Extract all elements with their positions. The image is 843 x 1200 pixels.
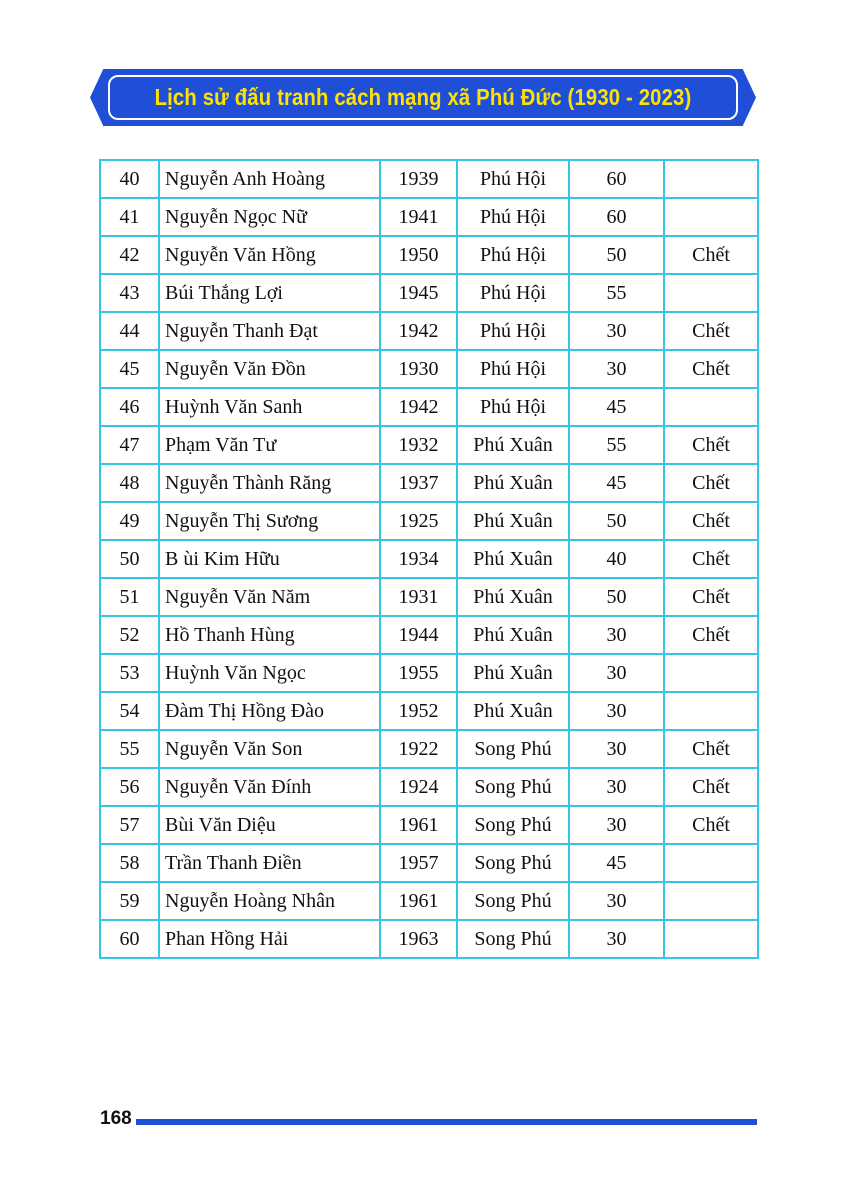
table-row	[100, 768, 758, 806]
cell-birth-year: 1963	[380, 920, 457, 958]
cell-score: 30	[569, 312, 664, 350]
cell-score: 30	[569, 616, 664, 654]
cell-status: Chết	[664, 236, 758, 274]
cell-hamlet: Phú Hội	[457, 160, 569, 198]
cell-name: Nguyễn Văn Son	[159, 730, 380, 768]
cell-status: Chết	[664, 578, 758, 616]
cell-index: 48	[100, 464, 159, 502]
cell-hamlet: Song Phú	[457, 806, 569, 844]
records-table-body	[100, 160, 758, 958]
table-row	[100, 806, 758, 844]
cell-score: 30	[569, 768, 664, 806]
page-title: Lịch sử đấu tranh cách mạng xã Phú Đức (1930 - 2023)	[154, 84, 692, 110]
table-row	[100, 920, 758, 958]
cell-status	[664, 198, 758, 236]
cell-birth-year: 1942	[380, 312, 457, 350]
cell-hamlet: Phú Hội	[457, 236, 569, 274]
cell-birth-year: 1930	[380, 350, 457, 388]
title-banner-frame	[108, 75, 738, 120]
cell-score: 45	[569, 464, 664, 502]
cell-score: 30	[569, 350, 664, 388]
cell-name: Huỳnh Văn Sanh	[159, 388, 380, 426]
cell-index: 47	[100, 426, 159, 464]
cell-index: 44	[100, 312, 159, 350]
cell-name: Đàm Thị Hồng Đào	[159, 692, 380, 730]
cell-index: 56	[100, 768, 159, 806]
table-row	[100, 426, 758, 464]
cell-birth-year: 1925	[380, 502, 457, 540]
cell-index: 49	[100, 502, 159, 540]
cell-birth-year: 1937	[380, 464, 457, 502]
cell-index: 42	[100, 236, 159, 274]
cell-hamlet: Phú Xuân	[457, 578, 569, 616]
cell-score: 55	[569, 426, 664, 464]
cell-hamlet: Phú Hội	[457, 198, 569, 236]
cell-status: Chết	[664, 768, 758, 806]
cell-birth-year: 1950	[380, 236, 457, 274]
cell-hamlet: Phú Xuân	[457, 502, 569, 540]
cell-name: Nguyễn Anh Hoàng	[159, 160, 380, 198]
cell-index: 40	[100, 160, 159, 198]
cell-birth-year: 1934	[380, 540, 457, 578]
table-row	[100, 388, 758, 426]
cell-hamlet: Song Phú	[457, 882, 569, 920]
table-row	[100, 578, 758, 616]
cell-index: 60	[100, 920, 159, 958]
cell-index: 52	[100, 616, 159, 654]
table-row	[100, 198, 758, 236]
cell-name: B ùi Kim Hữu	[159, 540, 380, 578]
cell-hamlet: Phú Xuân	[457, 616, 569, 654]
cell-status: Chết	[664, 312, 758, 350]
cell-index: 53	[100, 654, 159, 692]
cell-status	[664, 388, 758, 426]
cell-score: 30	[569, 920, 664, 958]
cell-score: 30	[569, 692, 664, 730]
table-row	[100, 236, 758, 274]
cell-birth-year: 1944	[380, 616, 457, 654]
cell-score: 30	[569, 654, 664, 692]
cell-name: Nguyễn Thành Răng	[159, 464, 380, 502]
cell-birth-year: 1945	[380, 274, 457, 312]
cell-birth-year: 1941	[380, 198, 457, 236]
cell-hamlet: Phú Xuân	[457, 692, 569, 730]
cell-birth-year: 1922	[380, 730, 457, 768]
cell-name: Nguyễn Ngọc Nữ	[159, 198, 380, 236]
cell-status: Chết	[664, 540, 758, 578]
cell-name: Nguyễn Văn Hồng	[159, 236, 380, 274]
table-row	[100, 844, 758, 882]
cell-hamlet: Phú Hội	[457, 274, 569, 312]
cell-hamlet: Phú Xuân	[457, 540, 569, 578]
cell-name: Nguyễn Văn Đính	[159, 768, 380, 806]
cell-status: Chết	[664, 806, 758, 844]
cell-hamlet: Phú Xuân	[457, 464, 569, 502]
cell-score: 30	[569, 806, 664, 844]
cell-status	[664, 882, 758, 920]
cell-status: Chết	[664, 730, 758, 768]
cell-status	[664, 274, 758, 312]
cell-status	[664, 920, 758, 958]
page-number: 168	[100, 1108, 132, 1129]
table-row	[100, 464, 758, 502]
cell-status: Chết	[664, 350, 758, 388]
cell-hamlet: Phú Hội	[457, 312, 569, 350]
cell-birth-year: 1939	[380, 160, 457, 198]
cell-name: Bùi Văn Diệu	[159, 806, 380, 844]
cell-index: 55	[100, 730, 159, 768]
table-row	[100, 654, 758, 692]
records-table-container	[99, 159, 759, 959]
cell-status	[664, 160, 758, 198]
cell-status: Chết	[664, 502, 758, 540]
cell-birth-year: 1924	[380, 768, 457, 806]
cell-status: Chết	[664, 616, 758, 654]
cell-hamlet: Song Phú	[457, 730, 569, 768]
cell-birth-year: 1961	[380, 806, 457, 844]
cell-index: 46	[100, 388, 159, 426]
cell-score: 50	[569, 236, 664, 274]
cell-index: 41	[100, 198, 159, 236]
cell-index: 59	[100, 882, 159, 920]
table-row	[100, 616, 758, 654]
cell-score: 45	[569, 388, 664, 426]
table-row	[100, 730, 758, 768]
cell-score: 30	[569, 730, 664, 768]
cell-name: Nguyễn Văn Đồn	[159, 350, 380, 388]
cell-index: 58	[100, 844, 159, 882]
cell-score: 40	[569, 540, 664, 578]
footer-rule	[136, 1119, 757, 1125]
cell-hamlet: Song Phú	[457, 920, 569, 958]
table-row	[100, 274, 758, 312]
cell-score: 55	[569, 274, 664, 312]
cell-hamlet: Song Phú	[457, 768, 569, 806]
cell-index: 57	[100, 806, 159, 844]
cell-index: 50	[100, 540, 159, 578]
cell-score: 30	[569, 882, 664, 920]
cell-score: 60	[569, 160, 664, 198]
cell-index: 54	[100, 692, 159, 730]
table-row	[100, 692, 758, 730]
table-row	[100, 350, 758, 388]
table-row	[100, 160, 758, 198]
cell-index: 51	[100, 578, 159, 616]
table-row	[100, 540, 758, 578]
cell-birth-year: 1932	[380, 426, 457, 464]
cell-name: Huỳnh Văn Ngọc	[159, 654, 380, 692]
cell-score: 45	[569, 844, 664, 882]
cell-birth-year: 1952	[380, 692, 457, 730]
cell-name: Phan Hồng Hải	[159, 920, 380, 958]
cell-name: Nguyễn Hoàng Nhân	[159, 882, 380, 920]
cell-name: Búi Thắng Lợi	[159, 274, 380, 312]
records-table	[99, 159, 759, 959]
cell-hamlet: Phú Hội	[457, 350, 569, 388]
cell-birth-year: 1931	[380, 578, 457, 616]
table-row	[100, 882, 758, 920]
cell-birth-year: 1955	[380, 654, 457, 692]
cell-score: 50	[569, 502, 664, 540]
cell-status	[664, 654, 758, 692]
cell-score: 50	[569, 578, 664, 616]
cell-status	[664, 692, 758, 730]
cell-name: Hồ Thanh Hùng	[159, 616, 380, 654]
cell-name: Nguyễn Văn Năm	[159, 578, 380, 616]
cell-name: Nguyễn Thị Sương	[159, 502, 380, 540]
cell-index: 43	[100, 274, 159, 312]
cell-index: 45	[100, 350, 159, 388]
cell-name: Phạm Văn Tư	[159, 426, 380, 464]
cell-name: Nguyễn Thanh Đạt	[159, 312, 380, 350]
cell-hamlet: Phú Xuân	[457, 654, 569, 692]
cell-hamlet: Phú Hội	[457, 388, 569, 426]
cell-score: 60	[569, 198, 664, 236]
table-row	[100, 312, 758, 350]
table-row	[100, 502, 758, 540]
cell-birth-year: 1961	[380, 882, 457, 920]
cell-birth-year: 1957	[380, 844, 457, 882]
cell-hamlet: Phú Xuân	[457, 426, 569, 464]
cell-hamlet: Song Phú	[457, 844, 569, 882]
cell-status: Chết	[664, 464, 758, 502]
cell-status	[664, 844, 758, 882]
cell-name: Trần Thanh Điền	[159, 844, 380, 882]
cell-birth-year: 1942	[380, 388, 457, 426]
cell-status: Chết	[664, 426, 758, 464]
